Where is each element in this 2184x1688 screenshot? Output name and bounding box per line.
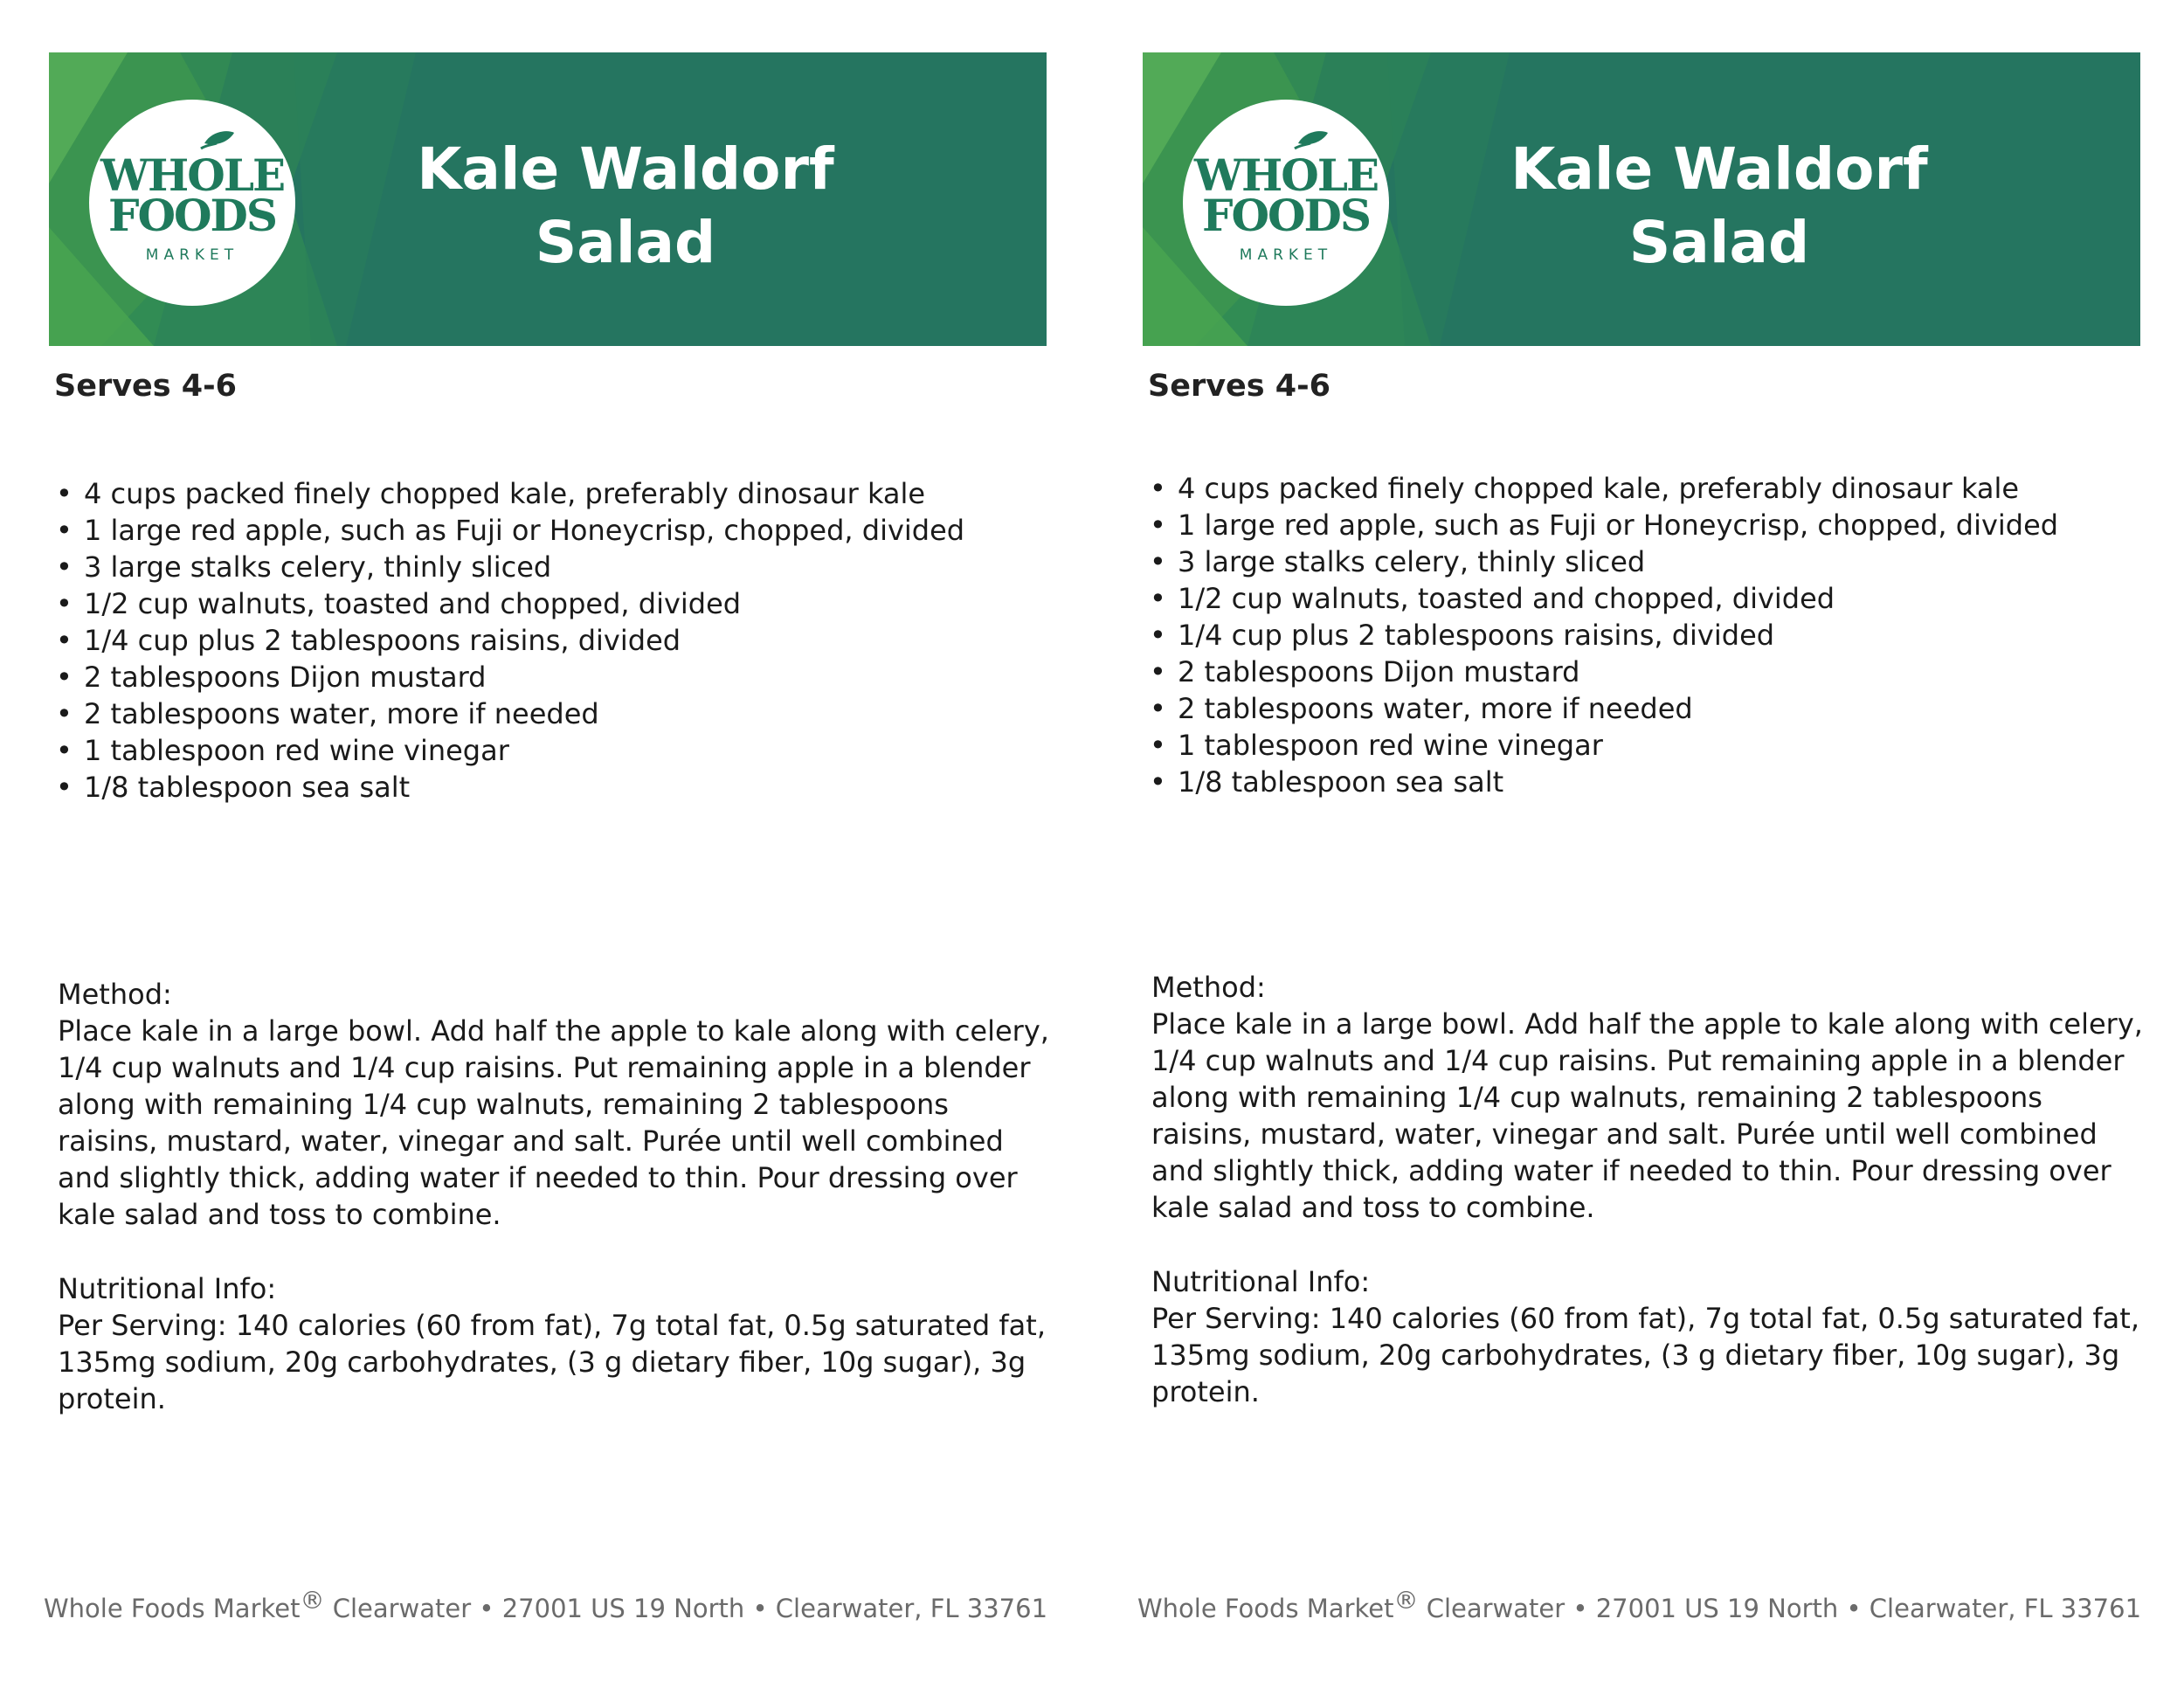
ingredient-item: • 1/8 tablespoon sea salt	[1148, 764, 2058, 800]
nutrition-heading: Nutritional Info:	[58, 1272, 277, 1305]
recipe-title	[1483, 133, 1955, 280]
method-heading: Method:	[58, 978, 172, 1011]
logo-line2: FOODS	[107, 190, 277, 241]
ingredient-item: • 4 cups packed finely chopped kale, preferably dinosaur kale	[54, 475, 964, 512]
footer-store-name: Whole Foods Market	[44, 1594, 301, 1623]
ingredient-item: • 2 tablespoons Dijon mustard	[1148, 654, 2058, 690]
nutrition-text: Per Serving: 140 calories (60 from fat), 7g total fat, 0.5g saturated fat, 135mg sodium, 20g carbohydrates, (3 g dietary fiber, 10g sugar), 3g protein.	[1151, 1302, 2139, 1408]
whole-foods-logo	[1183, 100, 1389, 306]
registered-mark: ®	[300, 1586, 325, 1615]
ingredient-item: • 1/2 cup walnuts, toasted and chopped, divided	[54, 585, 964, 622]
ingredient-list	[1148, 470, 2058, 800]
nutrition-text: Per Serving: 140 calories (60 from fat), 7g total fat, 0.5g saturated fat, 135mg sodium, 20g carbohydrates, (3 g dietary fiber, 10g sugar), 3g protein.	[58, 1309, 1046, 1415]
header-banner	[49, 52, 1047, 346]
ingredient-item: • 1/2 cup walnuts, toasted and chopped, divided	[1148, 580, 2058, 617]
ingredient-item: • 2 tablespoons Dijon mustard	[54, 659, 964, 695]
logo-line3: MARKET	[145, 246, 239, 264]
serves-label: Serves 4-6	[54, 369, 238, 404]
recipe-title-line1: Kale Waldorf	[417, 135, 834, 203]
method-section	[1151, 969, 2147, 1226]
serves-label: Serves 4-6	[1148, 369, 1331, 404]
recipe-title	[390, 133, 861, 280]
ingredient-item: • 1/4 cup plus 2 tablespoons raisins, divided	[54, 622, 964, 659]
ingredient-item: • 3 large stalks celery, thinly sliced	[54, 549, 964, 585]
logo-line2: FOODS	[1201, 190, 1371, 241]
ingredient-item: • 1 large red apple, such as Fuji or Honeycrisp, chopped, divided	[54, 512, 964, 549]
nutrition-section	[58, 1270, 1054, 1417]
ingredient-item: • 2 tablespoons water, more if needed	[54, 695, 964, 732]
method-section	[58, 976, 1054, 1233]
method-text: Place kale in a large bowl. Add half the apple to kale along with celery, 1/4 cup walnuts and 1/4 cup raisins. Put remaining apple in a blender along with remaining 1/4 cup walnuts, remaining 2 tablespoons raisins, mustard, water, vinegar and salt. Purée until well combined and slightly thick, adding water if needed to thin. Pour dressing over kale salad and toss to combine.	[58, 1014, 1049, 1231]
ingredient-item: • 3 large stalks celery, thinly sliced	[1148, 543, 2058, 580]
recipe-card-right	[1137, 0, 2156, 1688]
ingredient-item: • 1 tablespoon red wine vinegar	[1148, 727, 2058, 764]
ingredient-item: • 1/8 tablespoon sea salt	[54, 769, 964, 806]
ingredient-item: • 1 tablespoon red wine vinegar	[54, 732, 964, 769]
store-footer	[44, 1583, 1057, 1626]
ingredient-item: • 1 large red apple, such as Fuji or Honeycrisp, chopped, divided	[1148, 507, 2058, 543]
recipe-title-line2: Salad	[535, 209, 716, 276]
logo-line1: WHOLE	[100, 149, 285, 201]
recipe-title-line1: Kale Waldorf	[1510, 135, 1928, 203]
ingredient-item: • 1/4 cup plus 2 tablespoons raisins, divided	[1148, 617, 2058, 654]
ingredient-list	[54, 475, 964, 806]
store-footer	[1137, 1583, 2151, 1626]
footer-store-name: Whole Foods Market	[1137, 1594, 1394, 1623]
recipe-title-line2: Salad	[1628, 209, 1810, 276]
whole-foods-logo	[89, 100, 295, 306]
logo-line3: MARKET	[1239, 246, 1333, 264]
footer-address: Clearwater • 27001 US 19 North • Clearwater, FL 33761	[324, 1594, 1048, 1623]
footer-address: Clearwater • 27001 US 19 North • Clearwater, FL 33761	[1418, 1594, 2142, 1623]
recipe-card-left	[44, 0, 1062, 1688]
method-heading: Method:	[1151, 971, 1266, 1004]
nutrition-heading: Nutritional Info:	[1151, 1265, 1371, 1298]
registered-mark: ®	[1393, 1586, 1419, 1615]
method-text: Place kale in a large bowl. Add half the apple to kale along with celery, 1/4 cup walnuts and 1/4 cup raisins. Put remaining apple in a blender along with remaining 1/4 cup walnuts, remaining 2 tablespoons raisins, mustard, water, vinegar and salt. Purée until well combined and slightly thick, adding water if needed to thin. Pour dressing over kale salad and toss to combine.	[1151, 1007, 2143, 1224]
logo-line1: WHOLE	[1193, 149, 1379, 201]
ingredient-item: • 2 tablespoons water, more if needed	[1148, 690, 2058, 727]
nutrition-section	[1151, 1263, 2147, 1410]
ingredient-item: • 4 cups packed finely chopped kale, preferably dinosaur kale	[1148, 470, 2058, 507]
header-banner	[1143, 52, 2140, 346]
